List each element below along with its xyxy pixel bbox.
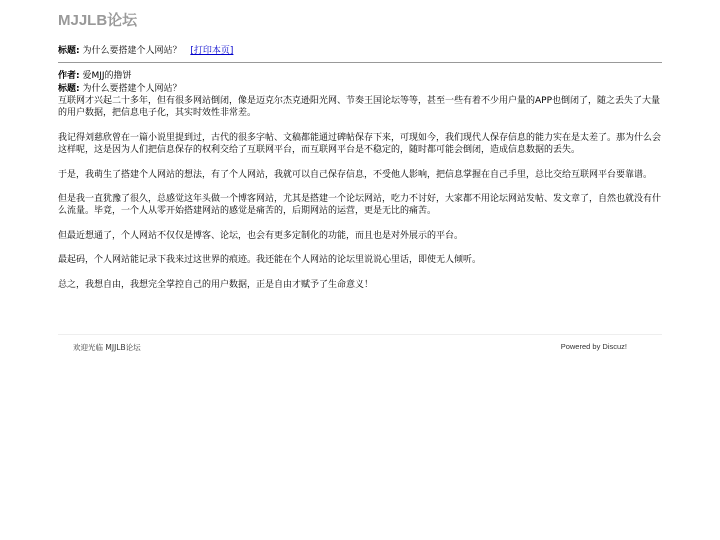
post-paragraph: 总之，我想自由，我想完全掌控自己的用户数据，正是自由才赋予了生命意义！ [58, 279, 374, 290]
post-paragraph: 互联网才兴起二十多年，但有很多网站倒闭，像是迈克尔杰克逊阳光网、节奏王国论坛等等，甚至一些有着不少用户量的APP也倒闭了，随之丢失了大量的用户数据，把信息电子化，其实时效性非常差。 [58, 96, 661, 119]
post-author-row [58, 70, 662, 83]
print-page-link[interactable]: [打印本页] [190, 46, 234, 56]
thread-subject-line [58, 45, 233, 57]
post-paragraph: 我记得刘慈欣曾在一篇小说里提到过，古代的很多字帖、文稿都能通过碑帖保存下来，可现如今，我们现代人保存信息的能力实在是太差了。那为什么会这样呢，这是因为人们把信息保存的权利交给了互联网平台，而互联网平台是不稳定的，随时都可能会倒闭，造成信息数据的丢失。 [58, 132, 662, 156]
footer-divider [58, 334, 662, 335]
post-title-row [58, 83, 662, 96]
post-paragraph: 但最近想通了，个人网站不仅仅是博客、论坛，也会有更多定制化的功能，而且也是对外展示的平台。 [58, 230, 464, 241]
footer-powered-by: Powered by Discuz! [560, 342, 627, 351]
post-paragraph: 于是，我萌生了搭建个人网站的想法，有了个人网站，我就可以自己保存信息，不受他人影响，把信息掌握在自己手里，总比交给互联网平台要靠谱。 [58, 169, 653, 180]
post-paragraph: 但是我一直犹豫了很久，总感觉这年头做一个博客网站，尤其是搭建一个论坛网站，吃力不讨好，大家都不用论坛网站发帖、发文章了，自然也就没有什么流量。毕竟，一个人从零开始搭建网站的感觉是痛苦的，后期网站的运营，更是无比的痛苦。 [58, 194, 662, 217]
post-title: 为什么要搭建个人网站？ [82, 83, 182, 94]
footer-welcome: 欢迎光临 MJJLB论坛 [73, 343, 141, 352]
author-label: 作者: [58, 71, 80, 81]
post-title-label: 标题: [58, 83, 80, 94]
post-body [58, 95, 662, 303]
site-title: MJJLB论坛 [58, 12, 138, 29]
post-author: 爱MJJ的撸饼 [82, 71, 132, 81]
subject-label: 标题: [58, 46, 80, 56]
post-meta [58, 70, 662, 95]
header-divider [58, 62, 662, 63]
thread-subject: 为什么要搭建个人网站？ [82, 46, 182, 56]
post-paragraph: 最起码，个人网站能记录下我来过这世界的痕迹。我还能在个人网站的论坛里说说心里话，即使无人倾听。 [58, 255, 482, 266]
